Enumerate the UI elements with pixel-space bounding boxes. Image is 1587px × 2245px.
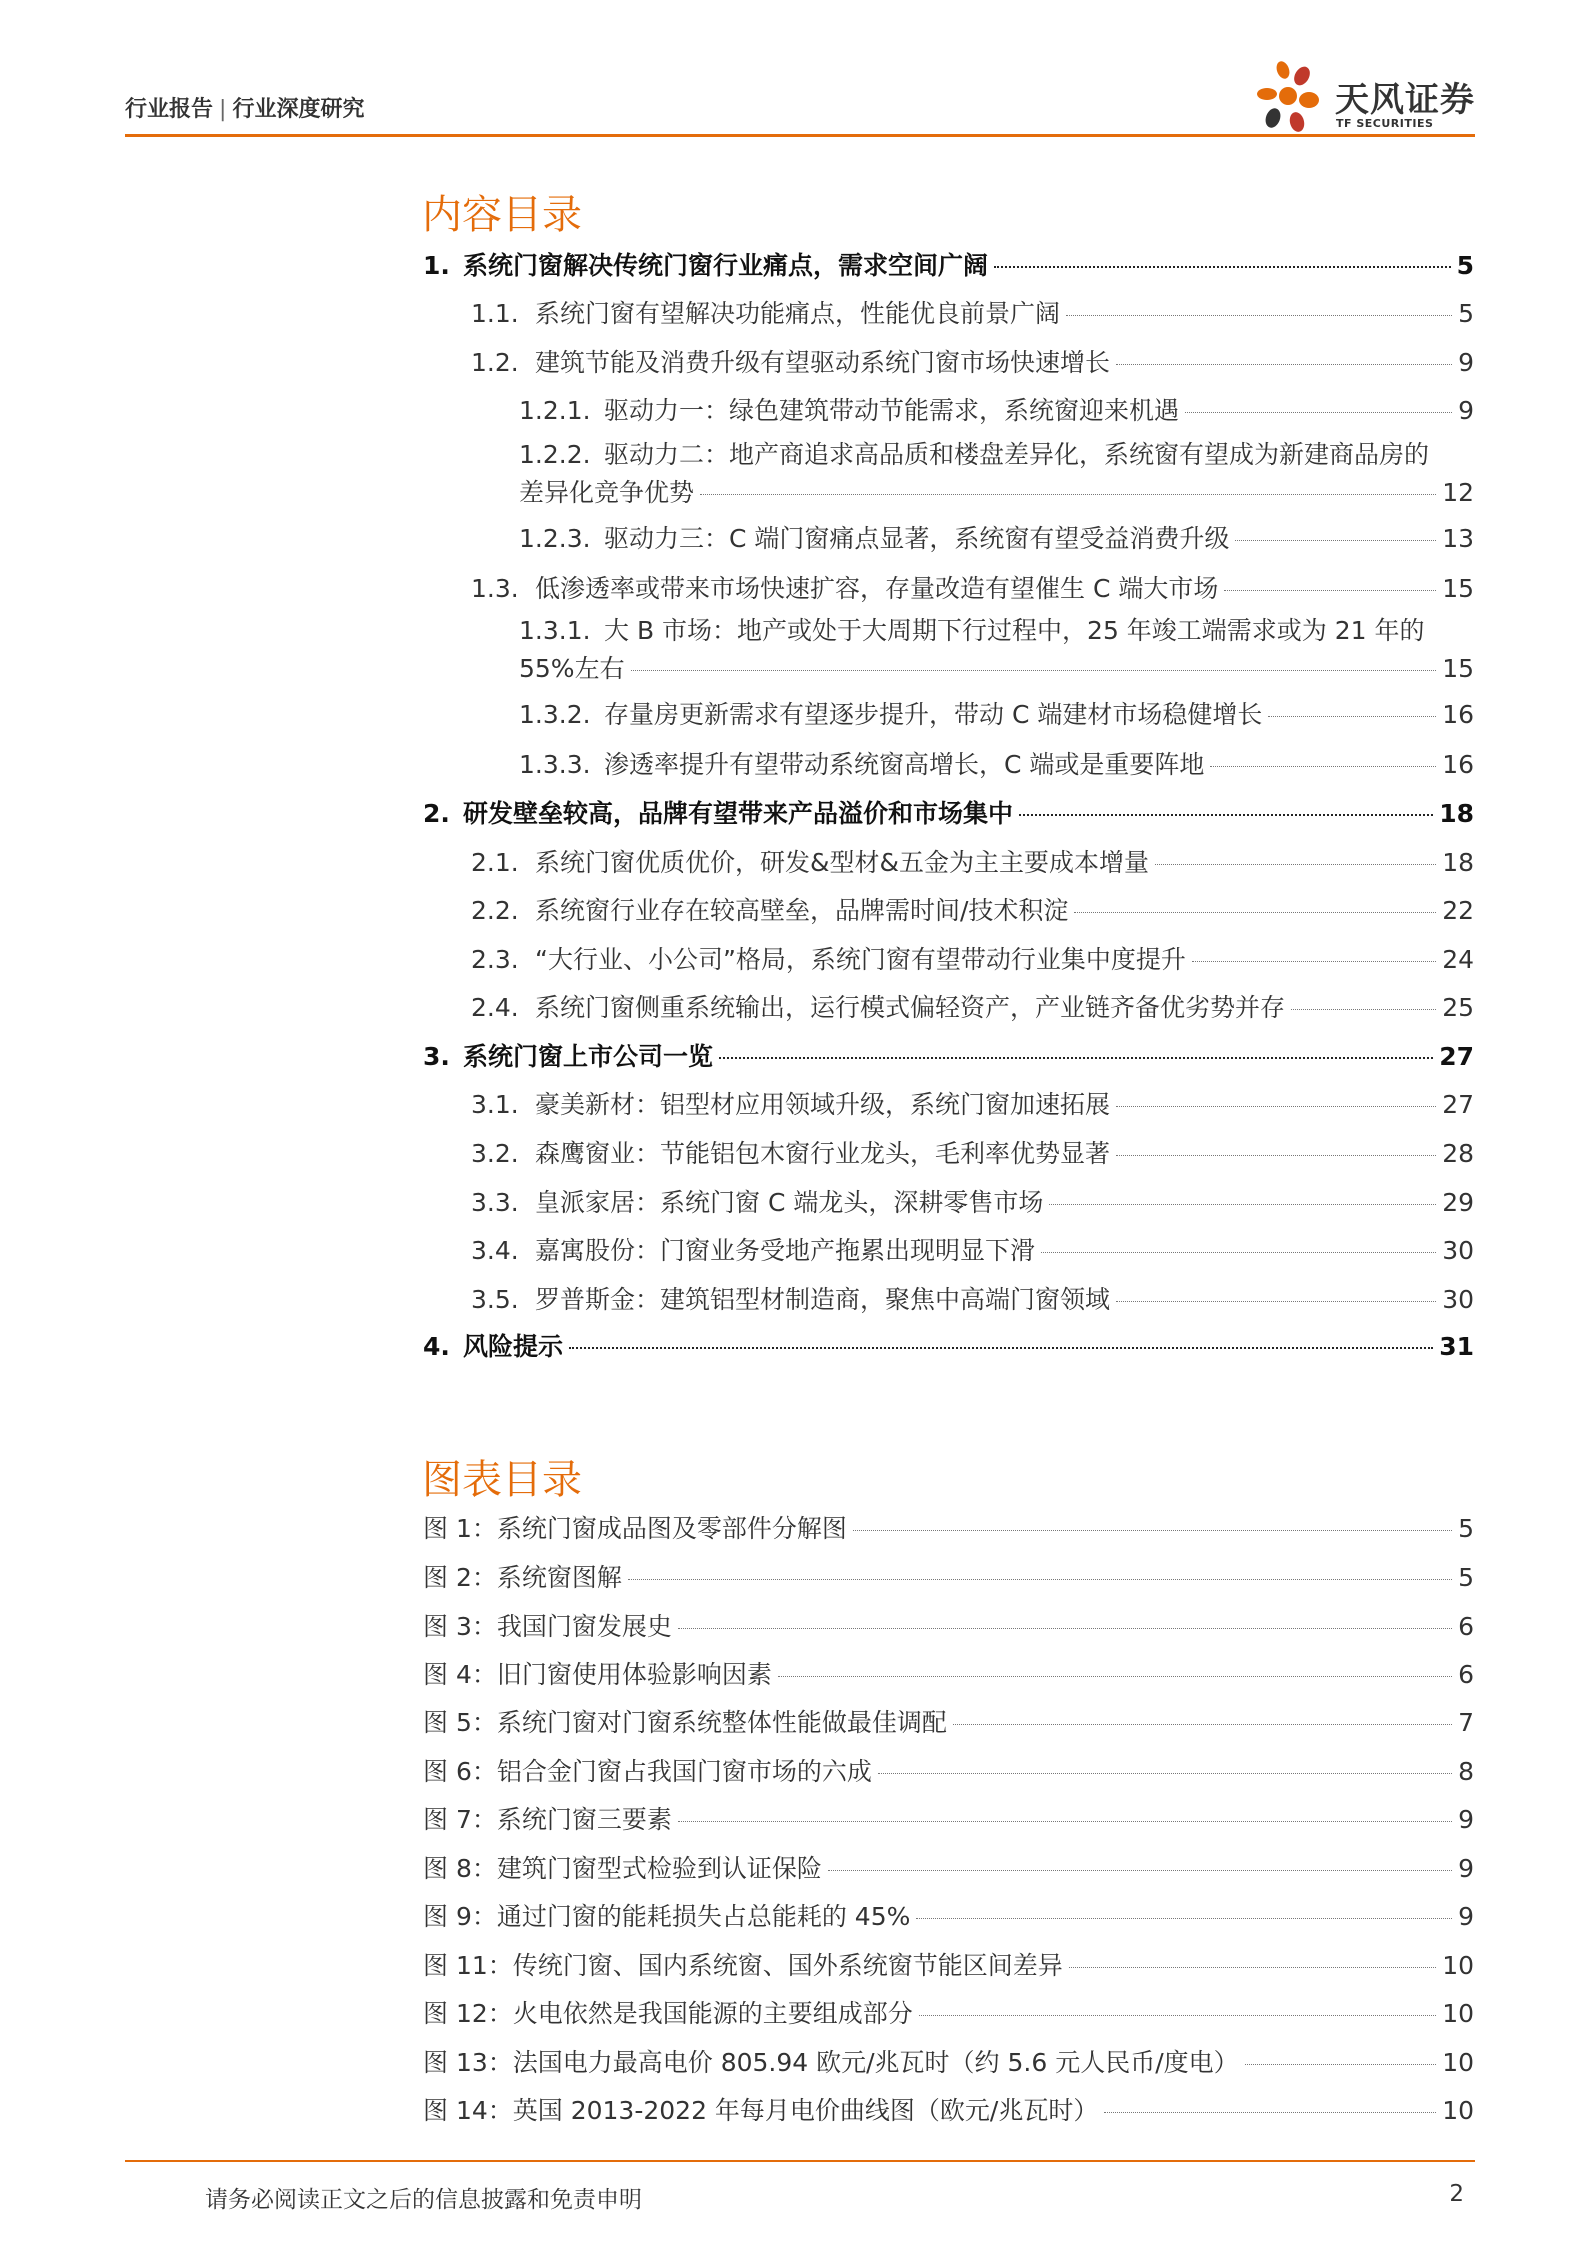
figure-entry-title: 图 2：系统窗图解 <box>423 1563 622 1592</box>
toc-entry-title: 皇派家居：系统门窗 C 端龙头，深耕零售市场 <box>535 1188 1044 1217</box>
logo-petal-2 <box>1291 64 1313 88</box>
toc-leader-dots <box>1116 1106 1436 1107</box>
logo-name-en: TF SECURITIES <box>1336 117 1434 130</box>
toc-leader-dots <box>1155 864 1436 865</box>
logo-petal-4 <box>1299 92 1319 108</box>
toc-leader-dots <box>1019 814 1433 816</box>
toc-entry-page: 27 <box>1442 1090 1474 1119</box>
toc-leader-dots <box>1041 1252 1436 1253</box>
toc-entry-page: 16 <box>1442 750 1474 779</box>
toc-leader-dots <box>1235 540 1436 541</box>
toc-entry-number: 1.2.2. <box>519 440 591 469</box>
figure-entry-title: 图 8：建筑门窗型式检验到认证保险 <box>423 1854 822 1883</box>
toc-entry-page: 30 <box>1442 1285 1474 1314</box>
header-separator: | <box>219 97 227 122</box>
toc-leader-dots <box>1210 766 1436 767</box>
toc-leader-dots <box>1116 1301 1436 1302</box>
toc-entry-page: 13 <box>1442 524 1474 553</box>
toc-entry-page: 9 <box>1458 396 1474 425</box>
toc-entry[interactable] <box>471 936 1474 984</box>
figure-entry[interactable] <box>423 2039 1474 2087</box>
figure-entry-page: 9 <box>1458 1854 1474 1883</box>
toc-entry[interactable] <box>471 1227 1474 1275</box>
figure-entry-page: 9 <box>1458 1902 1474 1931</box>
toc-entry[interactable] <box>519 436 1474 512</box>
toc-entry-page: 16 <box>1442 700 1474 729</box>
toc-entry-title: 低渗透率或带来市场快速扩容，存量改造有望催生 C 端大市场 <box>535 574 1219 603</box>
figure-leader-dots <box>678 1628 1452 1629</box>
toc-entry-page: 15 <box>1442 574 1474 603</box>
toc-entry[interactable] <box>471 290 1474 338</box>
toc-leader-dots <box>1074 912 1436 913</box>
toc-entry-number: 2.1. <box>471 848 519 877</box>
toc-entry[interactable] <box>519 387 1474 435</box>
toc-entry-page: 18 <box>1442 848 1474 877</box>
toc-entry[interactable] <box>423 1323 1474 1371</box>
toc-entry-number: 3.4. <box>471 1236 519 1265</box>
header-category: 行业报告 <box>125 97 214 122</box>
toc-entry-number: 1.3.1. <box>519 616 591 645</box>
toc-leader-dots <box>700 494 1436 495</box>
figure-entry-page: 6 <box>1458 1612 1474 1641</box>
figure-leader-dots <box>919 2015 1436 2016</box>
page-number: 2 <box>1449 2181 1464 2207</box>
figure-entry-page: 10 <box>1442 1951 1474 1980</box>
figure-entry-title: 图 3：我国门窗发展史 <box>423 1612 672 1641</box>
figure-entry-title: 图 13：法国电力最高电价 805.94 欧元/兆瓦时（约 5.6 元人民币/度电） <box>423 2048 1239 2077</box>
toc-entry-number: 1.2. <box>471 348 519 377</box>
figure-entry-title: 图 9：通过门窗的能耗损失占总能耗的 45% <box>423 1902 911 1931</box>
toc-entry-title: 系统门窗优质优价，研发&型材&五金为主主要成本增量 <box>535 848 1149 877</box>
logo-center <box>1279 87 1297 105</box>
figure-entry[interactable] <box>423 1845 1474 1893</box>
toc-leader-dots <box>994 266 1451 268</box>
toc-entry-title: 豪美新材：铝型材应用领域升级，系统门窗加速拓展 <box>535 1090 1111 1119</box>
toc-leader-dots <box>1224 590 1436 591</box>
toc-entry-number: 2.3. <box>471 945 519 974</box>
figure-leader-dots <box>853 1530 1452 1531</box>
figure-entry-title: 图 12：火电依然是我国能源的主要组成部分 <box>423 1999 913 2028</box>
footer-disclaimer: 请务必阅读正文之后的信息披露和免责申明 <box>205 2187 642 2213</box>
toc-entry-title: 系统门窗有望解决功能痛点，性能优良前景广阔 <box>535 299 1061 328</box>
toc-entry[interactable] <box>519 612 1474 688</box>
toc-entry-number: 2.4. <box>471 993 519 1022</box>
toc-leader-dots <box>1185 412 1452 413</box>
toc-entry-number: 3.3. <box>471 1188 519 1217</box>
toc-entry-title: 系统门窗解决传统门窗行业痛点，需求空间广阔 <box>463 251 989 280</box>
toc-entry-number: 1. <box>423 251 450 280</box>
toc-leader-dots <box>631 670 1437 671</box>
toc-entry[interactable] <box>471 1179 1474 1227</box>
figure-entry-title: 图 7：系统门窗三要素 <box>423 1805 672 1834</box>
figure-entry-title: 图 6：铝合金门窗占我国门窗市场的六成 <box>423 1757 872 1786</box>
toc-entry-title: 驱动力二：地产商追求高品质和楼盘差异化，系统窗有望成为新建商品房的 <box>604 440 1430 469</box>
toc-entry[interactable] <box>471 887 1474 935</box>
figure-leader-dots <box>678 1821 1452 1822</box>
toc-entry-number: 4. <box>423 1332 450 1361</box>
toc-entry-title: “大行业、小公司”格局，系统门窗有望带动行业集中度提升 <box>535 945 1186 974</box>
figure-entry-page: 9 <box>1458 1805 1474 1834</box>
logo-petal-1 <box>1274 60 1291 81</box>
toc-leader-dots <box>1066 315 1452 316</box>
figure-entry[interactable] <box>423 1699 1474 1747</box>
toc-entry-page: 15 <box>1442 654 1474 683</box>
toc-entry-number: 1.3.2. <box>519 700 591 729</box>
toc-leader-dots <box>719 1057 1433 1059</box>
figure-leader-dots <box>1104 2112 1436 2113</box>
figure-entry[interactable] <box>423 1796 1474 1844</box>
toc-entry-number: 1.2.3. <box>519 524 591 553</box>
toc-entry-number: 1.3. <box>471 574 519 603</box>
toc-entry-number: 1.2.1. <box>519 396 591 425</box>
toc-entry-title: 嘉寓股份：门窗业务受地产拖累出现明显下滑 <box>535 1236 1036 1265</box>
toc-entry[interactable] <box>471 565 1474 613</box>
toc-leader-dots <box>1116 364 1452 365</box>
figure-entry-page: 5 <box>1458 1514 1474 1543</box>
figure-leader-dots <box>1069 1967 1436 1968</box>
toc-entry-title: 系统窗行业存在较高壁垒，品牌需时间/技术积淀 <box>535 896 1069 925</box>
report-header <box>125 92 364 123</box>
toc-entry-title: 系统门窗侧重系统输出，运行模式偏轻资产，产业链齐备优劣势并存 <box>535 993 1286 1022</box>
toc-leader-dots <box>1291 1009 1436 1010</box>
toc-entry-title: 系统门窗上市公司一览 <box>463 1042 714 1071</box>
toc-entry-number: 3. <box>423 1042 450 1071</box>
figure-entry[interactable] <box>423 1554 1474 1602</box>
figure-entry[interactable] <box>423 1990 1474 2038</box>
figure-entry-title: 图 11：传统门窗、国内系统窗、国外系统窗节能区间差异 <box>423 1951 1063 1980</box>
toc-entry-number: 3.5. <box>471 1285 519 1314</box>
toc-entry-number: 1.1. <box>471 299 519 328</box>
figure-entry-page: 10 <box>1442 2048 1474 2077</box>
toc-entry[interactable] <box>471 1130 1474 1178</box>
figure-entry-page: 8 <box>1458 1757 1474 1786</box>
figure-leader-dots <box>778 1676 1452 1677</box>
figure-entry[interactable] <box>423 1505 1474 1553</box>
toc-leader-dots <box>569 1347 1433 1349</box>
figure-leader-dots <box>916 1918 1452 1919</box>
figure-entry[interactable] <box>423 1603 1474 1651</box>
toc-entry-page: 5 <box>1456 251 1474 280</box>
toc-entry-title: 罗普斯金：建筑铝型材制造商，聚焦中高端门窗领域 <box>535 1285 1111 1314</box>
toc-leader-dots <box>1049 1204 1436 1205</box>
toc-entry[interactable] <box>423 242 1474 290</box>
toc-entry-page: 22 <box>1442 896 1474 925</box>
toc-entry[interactable] <box>471 839 1474 887</box>
logo-petal-3 <box>1257 88 1277 100</box>
figure-entry-page: 5 <box>1458 1563 1474 1592</box>
figure-entry-page: 6 <box>1458 1660 1474 1689</box>
toc-entry-page: 31 <box>1439 1332 1474 1361</box>
toc-entry-page: 5 <box>1458 299 1474 328</box>
toc-entry-number: 1.3.3. <box>519 750 591 779</box>
toc-entry-number: 2.2. <box>471 896 519 925</box>
toc-entry-title: 大 B 市场：地产或处于大周期下行过程中，25 年竣工端需求或为 21 年的 <box>604 616 1425 645</box>
logo-petal-5 <box>1263 106 1283 130</box>
toc-leader-dots <box>1116 1155 1436 1156</box>
toc-entry-title-continued: 55%左右 <box>519 654 625 683</box>
toc-entry-page: 29 <box>1442 1188 1474 1217</box>
figure-entry-page: 10 <box>1442 2096 1474 2125</box>
toc-entry[interactable] <box>471 984 1474 1032</box>
figure-entry[interactable] <box>423 1748 1474 1796</box>
toc-entry-page: 18 <box>1439 799 1474 828</box>
figure-entry[interactable] <box>423 1893 1474 1941</box>
toc-entry-page: 28 <box>1442 1139 1474 1168</box>
figure-leader-dots <box>828 1870 1452 1871</box>
toc-entry-page: 9 <box>1458 348 1474 377</box>
figure-list-title: 图表目录 <box>422 1457 582 1503</box>
toc-entry-title: 驱动力一：绿色建筑带动节能需求，系统窗迎来机遇 <box>604 396 1180 425</box>
toc-entry[interactable] <box>471 1276 1474 1324</box>
toc-entry-page: 30 <box>1442 1236 1474 1265</box>
figure-leader-dots <box>878 1773 1452 1774</box>
figure-entry[interactable] <box>423 2087 1474 2135</box>
toc-entry-title: 风险提示 <box>463 1332 564 1361</box>
toc-entry-title: 建筑节能及消费升级有望驱动系统门窗市场快速增长 <box>535 348 1111 377</box>
toc-entry[interactable] <box>423 1033 1474 1081</box>
figure-leader-dots <box>953 1724 1452 1725</box>
toc-entry-page: 25 <box>1442 993 1474 1022</box>
toc-entry-page: 27 <box>1439 1042 1474 1071</box>
figure-leader-dots <box>628 1579 1452 1580</box>
toc-entry[interactable] <box>519 691 1474 739</box>
toc-leader-dots <box>1268 716 1436 717</box>
logo-petal-6 <box>1288 111 1307 134</box>
figure-entry-title: 图 5：系统门窗对门窗系统整体性能做最佳调配 <box>423 1708 947 1737</box>
toc-entry[interactable] <box>423 790 1474 838</box>
toc-title: 内容目录 <box>422 192 582 238</box>
toc-entry-title: 森鹰窗业：节能铝包木窗行业龙头，毛利率优势显著 <box>535 1139 1111 1168</box>
toc-entry-number: 2. <box>423 799 450 828</box>
toc-entry-title: 存量房更新需求有望逐步提升，带动 C 端建材市场稳健增长 <box>604 700 1263 729</box>
figure-entry-title: 图 14：英国 2013-2022 年每月电价曲线图（欧元/兆瓦时） <box>423 2096 1099 2125</box>
figure-entry[interactable] <box>423 1651 1474 1699</box>
toc-entry-title: 驱动力三：C 端门窗痛点显著，系统窗有望受益消费升级 <box>604 524 1230 553</box>
toc-entry-title: 渗透率提升有望带动系统窗高增长，C 端或是重要阵地 <box>604 750 1205 779</box>
toc-entry-title: 研发壁垒较高，品牌有望带来产品溢价和市场集中 <box>463 799 1014 828</box>
toc-leader-dots <box>1192 961 1436 962</box>
figure-entry[interactable] <box>423 1942 1474 1990</box>
toc-entry-number: 3.2. <box>471 1139 519 1168</box>
header-subcategory: 行业深度研究 <box>232 97 365 122</box>
figure-entry-page: 10 <box>1442 1999 1474 2028</box>
footer-divider <box>125 2160 1475 2162</box>
toc-entry[interactable] <box>471 1081 1474 1129</box>
toc-entry-title-continued: 差异化竞争优势 <box>519 478 695 507</box>
figure-leader-dots <box>1245 2064 1437 2065</box>
figure-entry-title: 图 4：旧门窗使用体验影响因素 <box>423 1660 772 1689</box>
toc-entry[interactable] <box>519 741 1474 789</box>
toc-entry[interactable] <box>519 515 1474 563</box>
toc-entry-page: 24 <box>1442 945 1474 974</box>
toc-entry-number: 3.1. <box>471 1090 519 1119</box>
toc-entry-page: 12 <box>1442 478 1474 507</box>
logo-name-cn: 天风证券 <box>1335 80 1475 120</box>
figure-entry-title: 图 1：系统门窗成品图及零部件分解图 <box>423 1514 847 1543</box>
toc-entry[interactable] <box>471 339 1474 387</box>
figure-entry-page: 7 <box>1458 1708 1474 1737</box>
